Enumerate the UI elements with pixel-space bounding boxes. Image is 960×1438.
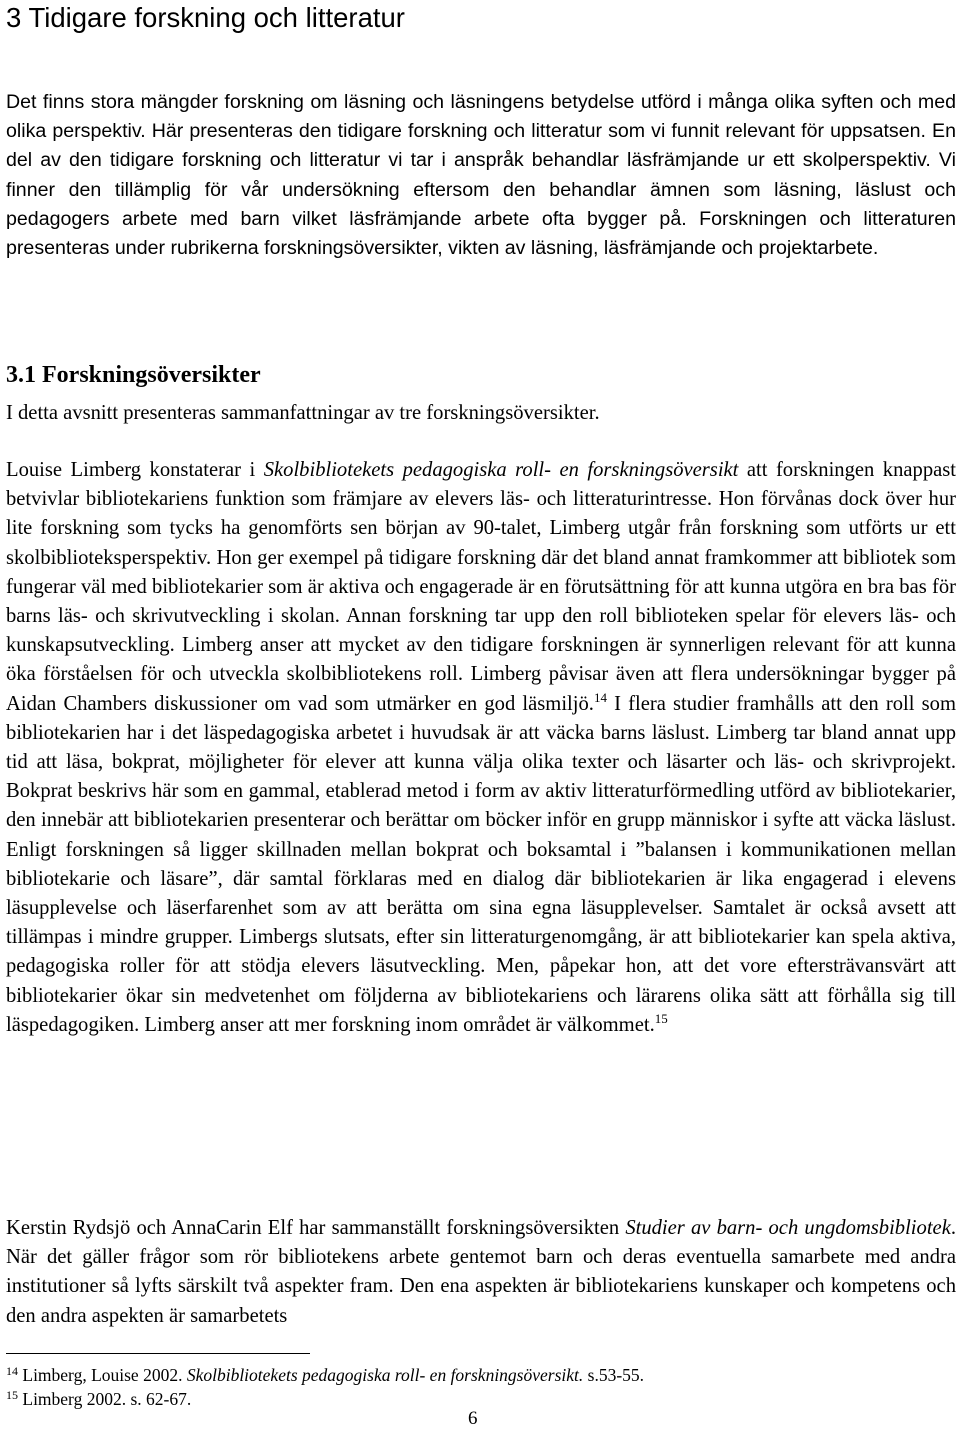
limberg-text-1: Louise Limberg konstaterar i: [6, 459, 264, 481]
section-heading: 3.1 Forskningsöversikter: [6, 362, 261, 388]
rydsjo-paragraph: [6, 1214, 956, 1331]
footnote-ref-14: 14: [593, 689, 607, 705]
footnote-14: [6, 1364, 644, 1386]
limberg-book-title: Skolbibliotekets pedagogiska roll- en forskningsöversikt: [263, 459, 739, 481]
intro-paragraph: Det finns stora mängder forskning om läsning och läsningens betydelse utförd i många olika syften och med olika perspektiv. Här presenteras den tidigare forskning och litteratur som vi funnit relevant för uppsatsen. En del av den tidigare forskning och litteratur vi tar i anspråk behandlar läsfrämjande ur ett skolperspektiv. Vi finner den tillämplig för vår undersökning eftersom den behandlar ämnen som läsning, läslust och pedagogers arbete med barn vilket läsfrämjande arbete ofta bygger på. Forskningen och litteraturen presenteras under rubrikerna forskningsöversikter, vikten av läsning, läsfrämjande och projektarbete.: [6, 91, 956, 260]
chapter-heading: 3 Tidigare forskning och litteratur: [6, 2, 405, 33]
footnote-14-title: Skolbibliotekets pedagogiska roll- en forskningsöversikt.: [186, 1365, 584, 1385]
section-lead: I detta avsnitt presenteras sammanfattningar av tre forskningsöversikter.: [6, 402, 600, 424]
footnote-14-text: Limberg, Louise 2002.: [22, 1365, 187, 1385]
footnote-15: [6, 1388, 191, 1410]
footnote-14-number: 14: [6, 1364, 18, 1378]
rydsjo-text-2: . När det gäller frågor som rör bibliotekens arbete gentemot barn och deras eventuella samarbete med andra institutioner så lyfts särskilt två aspekter fram. Den ena aspekten är bibliotekariens kunskaper och kompetens och den andra aspekten är samarbetets: [6, 1217, 956, 1327]
limberg-paragraph: [6, 456, 956, 1040]
page-number: 6: [468, 1408, 478, 1429]
footnote-ref-15: 15: [654, 1010, 668, 1026]
limberg-text-3: I flera studier framhålls att den roll som bibliotekarien har i det läspedagogiska arbetet i huvudsak är att väcka barns läslust. Limberg tar bland annat upp tid att läsa, bokprat, möjligheter för elever att kunna välja olika texter och läsarter och läs- och skrivprojekt. Bokprat beskrivs här som en gammal, etablerad metod i form av aktiv litteraturförmedling utförd av bibliotekarier, den innebär att bibliotekarien presenterar och berättar om böcker inför en grupp människor i syfte att väcka läslust. Enligt forskningen så ligger skillnaden mellan bokprat och boksamtal i ”balansen i kommunikationen mellan bibliotekarie och läsare”, där samtal förklaras med en dialog där bibliotekarien är lika engagerad i elevens läsupplevelse och läserfarenhet som av att berätta om sina egna läsupplevelser. Samtalet är också avsett att tillämpas i mindre grupper. Limbergs slutsats, efter sin litteraturgenomgång, är att bibliotekarier kan spela aktiva, pedagogiska roller för att stödja elevers läsutveckling. Men, påpekar hon, att det vore eftersträvansvärt att bibliotekarier ökar sin medvetenhet om följderna av bibliotekariens och lärarens olika sätt att förhålla sig till läspedagogiken. Limberg anser att mer forskning inom området är välkommet.: [6, 692, 956, 1036]
footnote-divider: [6, 1353, 310, 1354]
footnote-15-number: 15: [6, 1388, 18, 1402]
limberg-text-2: att forskningen knappast betvivlar bibliotekariens funktion som främjare av elevers läs- och litteraturintresse. Hon förvånas dock över hur lite forskning som tycks ha genomförts sen början av 90-talet, Limberg utgår från forskning som utförts ur ett skolbiblioteksperspektiv. Hon ger exempel på tidigare forskning där det bland annat framkommer att bibliotek som fungerar väl med bibliotekarier som är aktiva och engagerade är en förutsättning för att kunna utgöra en bra bas för barns läs- och skrivutveckling i skolan. Annan forskning tar upp den roll biblioteken spelar för elevers läs- och kunskapsutveckling. Limberg anser att mycket av den tidigare forskningen är synnerligen relevant för att kunna öka förståelsen för och utveckla skolbibliotekens roll. Limberg påvisar även att flera undersökningar bygger på Aidan Chambers diskussioner om vad som utmärker en god läsmiljö.: [6, 459, 957, 715]
footnote-15-text: Limberg 2002. s. 62-67.: [22, 1389, 192, 1409]
rydsjo-book-title: Studier av barn- och ungdomsbibliotek: [625, 1217, 951, 1239]
rydsjo-text-1: Kerstin Rydsjö och AnnaCarin Elf har sammanställt forskningsöversikten: [6, 1217, 626, 1239]
footnote-14-pages: s.53-55.: [583, 1365, 645, 1385]
